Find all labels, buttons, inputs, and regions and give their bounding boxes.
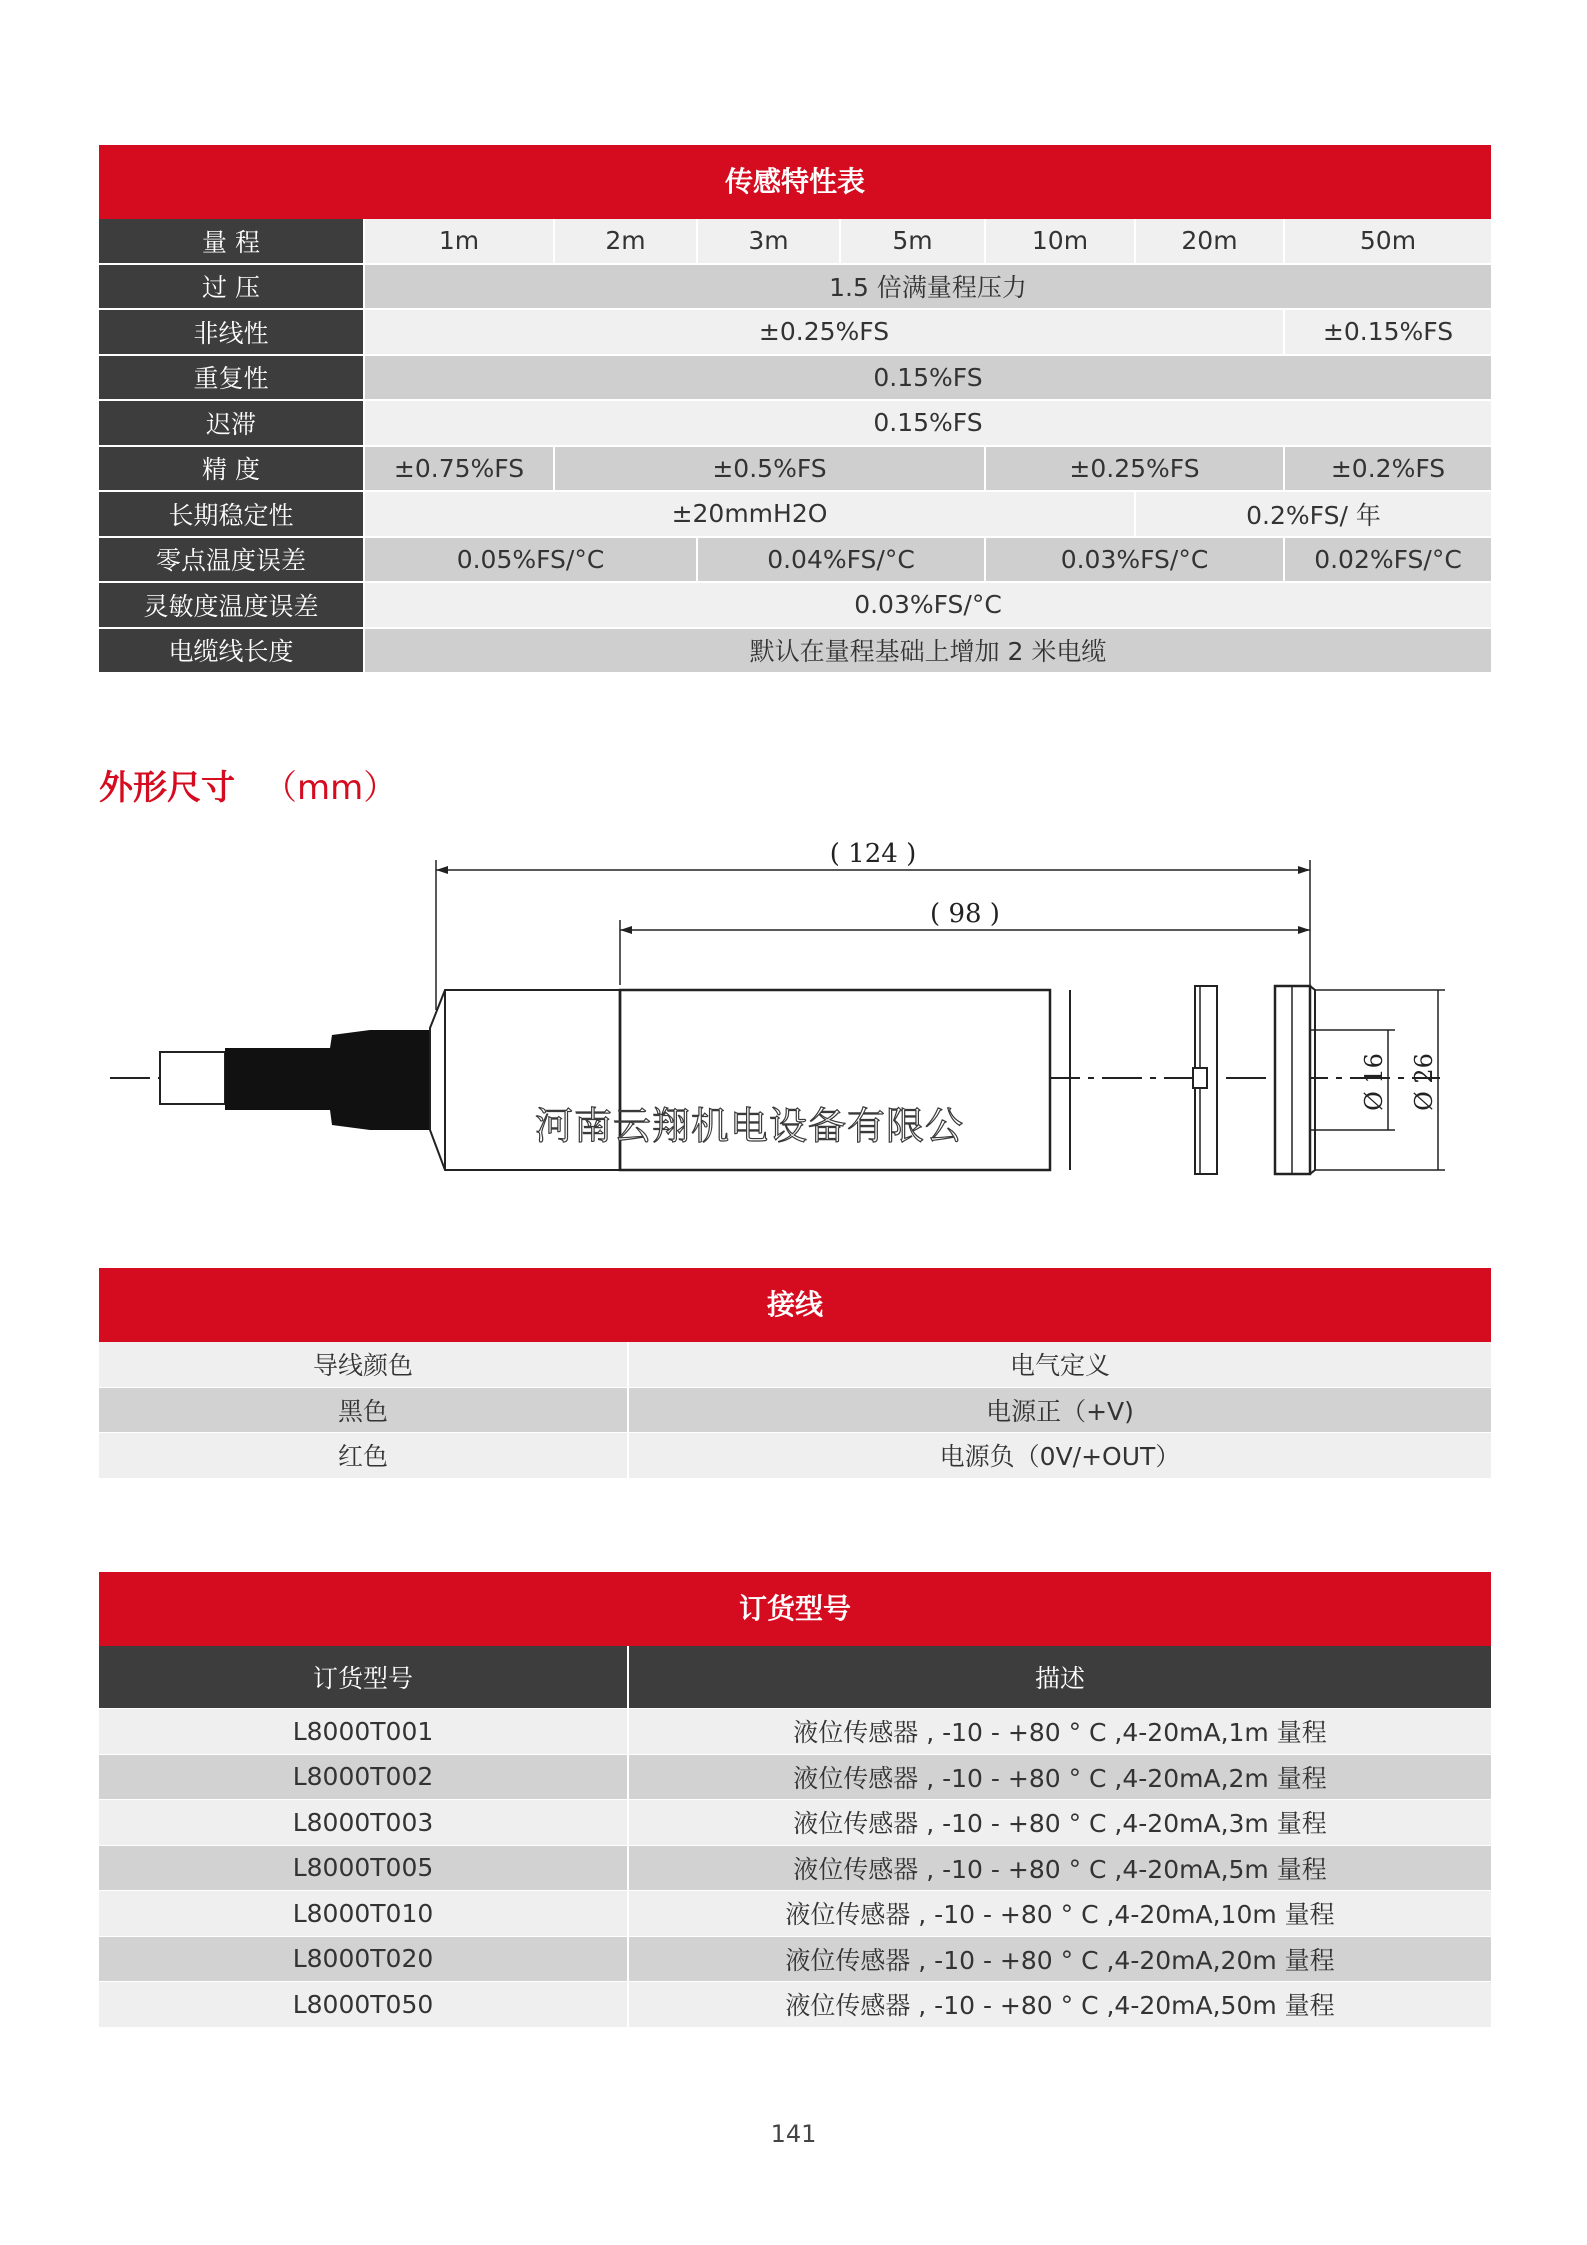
- order-desc: 液位传感器 , -10 - +80 ° C ,4-20mA,1m 量程: [627, 1709, 1491, 1755]
- dimensions-title-text: 外形尺寸: [99, 768, 235, 808]
- spec-cell: 5m: [839, 219, 984, 265]
- order-grid: [99, 1646, 1491, 2028]
- spec-row-label: 重复性: [99, 356, 363, 402]
- wiring-table: [99, 1268, 1491, 1479]
- spec-cell: ±0.2%FS: [1283, 447, 1491, 493]
- order-header-row: [99, 1646, 1491, 1709]
- spec-cell: ±0.25%FS: [984, 447, 1283, 493]
- wiring-row: [99, 1433, 1491, 1479]
- spec-cell: 20m: [1134, 219, 1283, 265]
- body-length-label: ( 98 ): [930, 899, 1000, 929]
- order-header-desc: 描述: [627, 1646, 1491, 1709]
- wiring-grid: [99, 1342, 1491, 1479]
- spec-cell: ±0.75%FS: [363, 447, 553, 493]
- spec-row: [99, 401, 1491, 447]
- wiring-cell: 导线颜色: [99, 1342, 627, 1388]
- wiring-cell: 电源负（0V/+OUT）: [627, 1433, 1491, 1479]
- spec-cell: 0.03%FS/°C: [984, 538, 1283, 584]
- table-row: [99, 1709, 1491, 1755]
- order-desc: 液位传感器 , -10 - +80 ° C ,4-20mA,50m 量程: [627, 1982, 1491, 2028]
- order-desc: 液位传感器 , -10 - +80 ° C ,4-20mA,20m 量程: [627, 1937, 1491, 1983]
- wiring-row: [99, 1388, 1491, 1434]
- spec-cell: 0.2%FS/ 年: [1134, 492, 1491, 538]
- dia-large-label: Ø 26: [1410, 1053, 1438, 1111]
- spec-row-label: 量 程: [99, 219, 363, 265]
- table-row: [99, 1937, 1491, 1983]
- order-table: [99, 1572, 1491, 2028]
- spec-row: [99, 310, 1491, 356]
- order-desc: 液位传感器 , -10 - +80 ° C ,4-20mA,5m 量程: [627, 1846, 1491, 1892]
- spec-row-label: 精 度: [99, 447, 363, 493]
- spec-row: [99, 219, 1491, 265]
- spec-cell: 0.15%FS: [363, 356, 1491, 402]
- wiring-cell: 电源正（+V): [627, 1388, 1491, 1434]
- spec-cell: 默认在量程基础上增加 2 米电缆: [363, 629, 1491, 675]
- wiring-table-title: 接线: [99, 1268, 1491, 1342]
- overall-length-label: ( 124 ): [829, 839, 917, 869]
- spec-row: [99, 629, 1491, 675]
- cable-thin: [160, 1052, 225, 1104]
- order-model: L8000T002: [99, 1755, 627, 1801]
- spec-row: [99, 447, 1491, 493]
- spec-cell: 2m: [553, 219, 696, 265]
- watermark: 河南云翔机电设备有限公: [535, 1104, 965, 1148]
- order-model: L8000T005: [99, 1846, 627, 1892]
- spec-row-label: 灵敏度温度误差: [99, 583, 363, 629]
- spec-cell: ±0.25%FS: [363, 310, 1283, 356]
- dia-small-label: Ø 16: [1360, 1053, 1388, 1111]
- spec-cell: ±0.15%FS: [1283, 310, 1491, 356]
- spec-row-label: 零点温度误差: [99, 538, 363, 584]
- spec-cell: 3m: [696, 219, 839, 265]
- order-table-title: 订货型号: [99, 1572, 1491, 1646]
- order-model: L8000T050: [99, 1982, 627, 2028]
- table-row: [99, 1891, 1491, 1937]
- cable-boot: [225, 1030, 430, 1130]
- table-row: [99, 1846, 1491, 1892]
- spec-row-label: 非线性: [99, 310, 363, 356]
- spec-cell: 1.5 倍满量程压力: [363, 265, 1491, 311]
- page-number: 141: [770, 2120, 817, 2148]
- dimensions-unit: （mm）: [263, 768, 398, 808]
- order-model: L8000T001: [99, 1709, 627, 1755]
- wiring-cell: 电气定义: [627, 1342, 1491, 1388]
- spec-cell: ±20mmH2O: [363, 492, 1134, 538]
- order-model: L8000T010: [99, 1891, 627, 1937]
- order-model: L8000T020: [99, 1937, 627, 1983]
- spec-row: [99, 538, 1491, 584]
- dimensions-title: [99, 760, 397, 809]
- spec-cell: 0.04%FS/°C: [696, 538, 984, 584]
- spec-cell: ±0.5%FS: [553, 447, 984, 493]
- spec-row: [99, 356, 1491, 402]
- spec-cell: 0.03%FS/°C: [363, 583, 1491, 629]
- spec-row-label: 长期稳定性: [99, 492, 363, 538]
- spec-cell: 10m: [984, 219, 1134, 265]
- spec-cell: 50m: [1283, 219, 1491, 265]
- table-row: [99, 1800, 1491, 1846]
- wiring-row: [99, 1342, 1491, 1388]
- spec-grid: [99, 219, 1491, 674]
- spec-row-label: 电缆线长度: [99, 629, 363, 675]
- order-model: L8000T003: [99, 1800, 627, 1846]
- spec-row-label: 迟滞: [99, 401, 363, 447]
- wiring-cell: 黑色: [99, 1388, 627, 1434]
- spec-table: [99, 145, 1491, 674]
- order-desc: 液位传感器 , -10 - +80 ° C ,4-20mA,10m 量程: [627, 1891, 1491, 1937]
- table-row: [99, 1755, 1491, 1801]
- table-row: [99, 1982, 1491, 2028]
- spec-cell: 1m: [363, 219, 553, 265]
- spec-row: [99, 492, 1491, 538]
- spec-cell: 0.02%FS/°C: [1283, 538, 1491, 584]
- wiring-cell: 红色: [99, 1433, 627, 1479]
- spec-table-title: 传感特性表: [99, 145, 1491, 219]
- spec-row: [99, 583, 1491, 629]
- spec-cell: 0.05%FS/°C: [363, 538, 696, 584]
- spec-row: [99, 265, 1491, 311]
- order-desc: 液位传感器 , -10 - +80 ° C ,4-20mA,2m 量程: [627, 1755, 1491, 1801]
- sensor-outline-drawing: [100, 820, 1500, 1220]
- order-desc: 液位传感器 , -10 - +80 ° C ,4-20mA,3m 量程: [627, 1800, 1491, 1846]
- spec-row-label: 过 压: [99, 265, 363, 311]
- order-header-model: 订货型号: [99, 1646, 627, 1709]
- spec-cell: 0.15%FS: [363, 401, 1491, 447]
